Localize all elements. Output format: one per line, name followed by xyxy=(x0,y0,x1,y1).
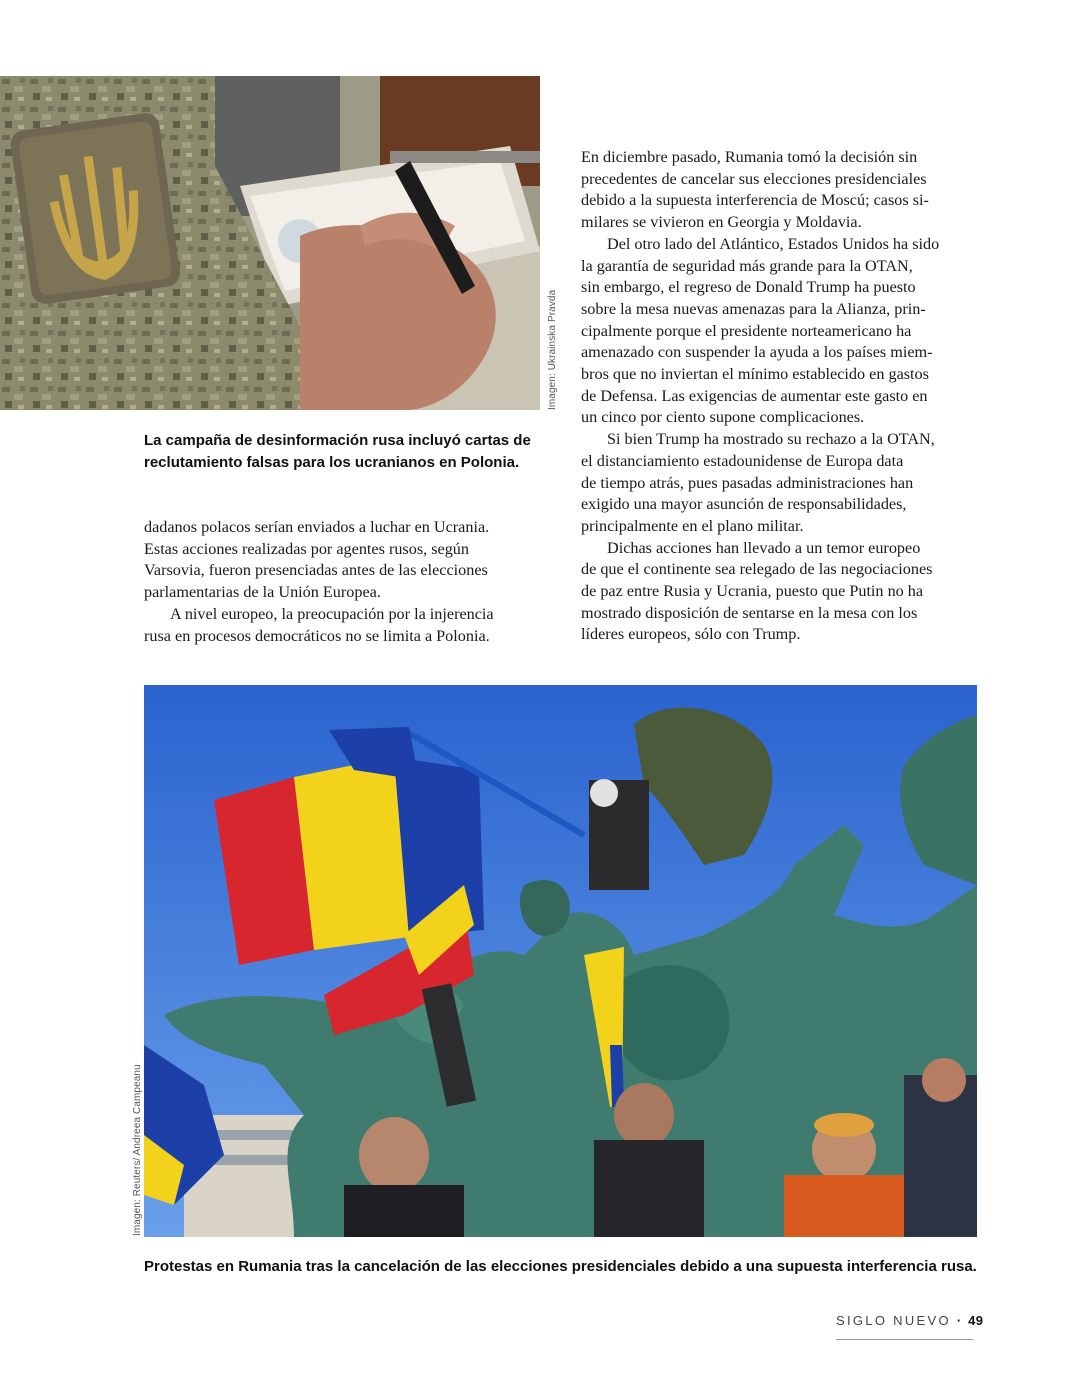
article-column-left xyxy=(144,517,544,647)
protest-photo xyxy=(144,685,977,1237)
caption-line: reclutamiento falsas para los ucranianos en Polonia. xyxy=(144,454,520,471)
photo-caption: Protestas en Rumania tras la cancelación de las elecciones presidenciales debido a una supuesta interferencia rusa. xyxy=(144,1258,977,1275)
text-line: milares se vivieron en Georgia y Moldavia. xyxy=(581,213,862,232)
text-line: principalmente en el plano militar. xyxy=(581,516,804,535)
text-line: de paz entre Rusia y Ucrania, puesto que Putin no ha xyxy=(581,582,924,601)
text-line: cipalmente porque el presidente norteamericano ha xyxy=(581,321,912,340)
text-line: la garantía de seguridad más grande para la OTAN, xyxy=(581,256,913,275)
text-line: de Defensa. Las exigencias de aumentar este gasto en xyxy=(581,386,928,405)
photo-credit: Imagen: Reuters/ Andreea Campeanu xyxy=(132,1064,143,1236)
text-line: líderes europeos, sólo con Trump. xyxy=(581,625,801,644)
article-column-right xyxy=(581,147,981,646)
text-line: sin embargo, el regreso de Donald Trump ha puesto xyxy=(581,278,916,297)
soldier-photo xyxy=(0,76,540,410)
magazine-name: SIGLO NUEVO xyxy=(836,1313,951,1328)
text-line: parlamentarias de la Unión Europea. xyxy=(144,583,381,602)
text-line: de tiempo atrás, pues pasadas administraciones han xyxy=(581,473,914,492)
text-line: A nivel europeo, la preocupación por la injerencia xyxy=(170,604,494,623)
paragraph xyxy=(581,234,981,429)
text-line: dadanos polacos serían enviados a luchar en Ucrania. xyxy=(144,518,490,536)
text-line: Dichas acciones han llevado a un temor europeo xyxy=(607,538,921,557)
caption-line: La campaña de desinformación rusa incluyó cartas de xyxy=(144,432,531,449)
paragraph xyxy=(581,429,981,538)
text-line: Si bien Trump ha mostrado su rechazo a la OTAN, xyxy=(607,430,935,449)
text-line: el distanciamiento estadounidense de Europa data xyxy=(581,451,904,470)
text-line: precedentes de cancelar sus elecciones presidenciales xyxy=(581,169,927,188)
text-line: bros que no inviertan el mínimo establecido en gastos xyxy=(581,365,929,384)
paragraph xyxy=(144,604,544,647)
photo-credit: Imagen: Ukrainska Pravda xyxy=(547,289,558,410)
text-line: de que el continente sea relegado de las negociaciones xyxy=(581,560,933,579)
text-line: exigido una mayor asunción de responsabilidades, xyxy=(581,495,907,514)
text-line: Estas acciones realizadas por agentes rusos, según xyxy=(144,539,469,558)
text-line: mostrado disposición de sentarse en la mesa con los xyxy=(581,603,918,622)
text-line: sobre la mesa nuevas amenazas para la Alianza, prin- xyxy=(581,299,926,318)
text-line: un cinco por ciento supone complicaciones. xyxy=(581,408,865,427)
text-line: Del otro lado del Atlántico, Estados Unidos ha sido xyxy=(607,234,940,253)
page-number: 49 xyxy=(968,1313,984,1328)
paragraph xyxy=(144,517,544,604)
text-line: En diciembre pasado, Rumania tomó la decisión sin xyxy=(581,148,918,166)
text-line: Varsovia, fueron presenciadas antes de las elecciones xyxy=(144,561,488,580)
page-folio xyxy=(836,1313,984,1340)
folio-separator: · xyxy=(956,1313,963,1328)
paragraph xyxy=(581,147,981,234)
paragraph xyxy=(581,538,981,647)
text-line: rusa en procesos democráticos no se limita a Polonia. xyxy=(144,626,490,645)
text-line: debido a la supuesta interferencia de Moscú; casos si- xyxy=(581,191,929,210)
photo-caption xyxy=(144,430,544,474)
text-line: amenazado con suspender la ayuda a los países miem- xyxy=(581,343,933,362)
